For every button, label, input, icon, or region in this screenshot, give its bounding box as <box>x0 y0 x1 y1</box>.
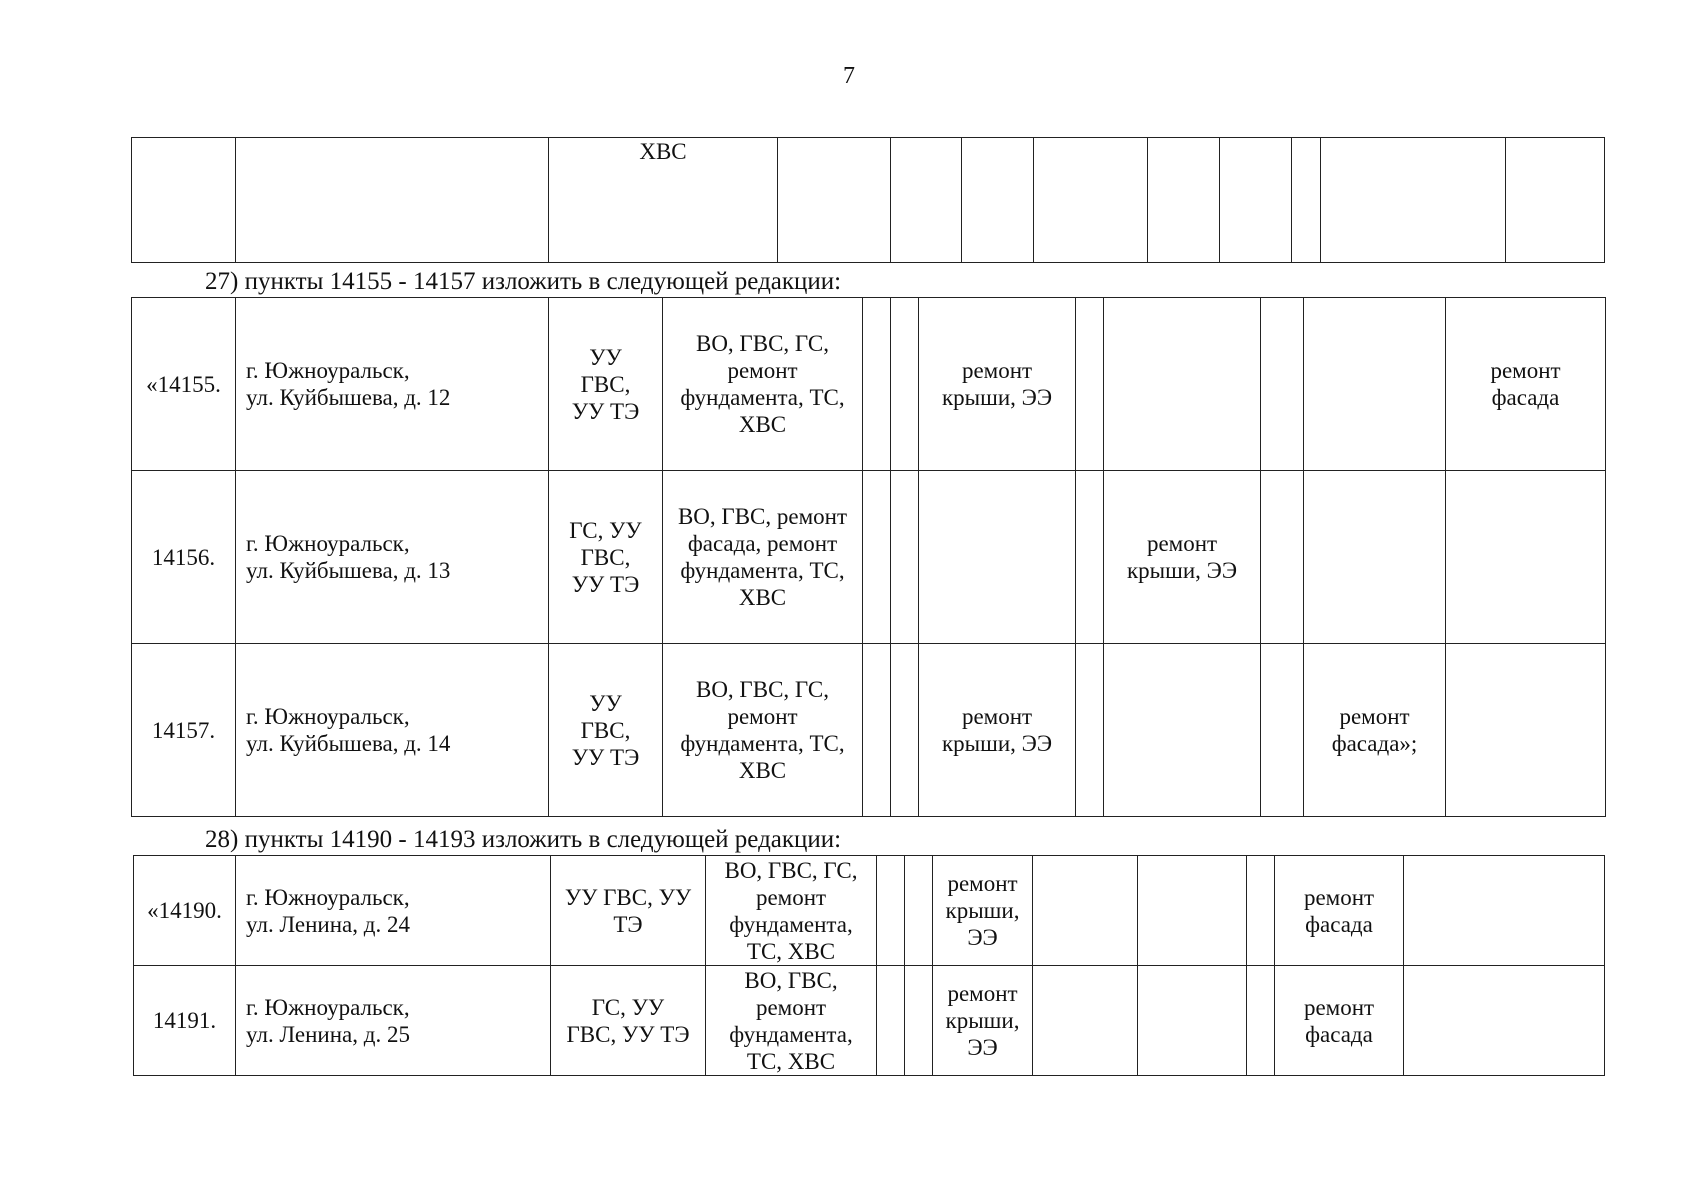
table-cell <box>778 138 891 263</box>
row-number: «14155. <box>132 298 236 471</box>
table-row <box>132 471 1606 644</box>
table-cell <box>132 138 236 263</box>
table-cell: ГС, УУ ГВС, УУ ТЭ <box>549 471 663 644</box>
table-cell <box>1220 138 1292 263</box>
table-cell: ремонт фасада»; <box>1304 644 1446 817</box>
continuation-table <box>131 137 1605 263</box>
table-cell: ХВС <box>549 138 778 263</box>
table-cell <box>1247 966 1275 1076</box>
address-cell: г. Южноуральск, ул. Куйбышева, д. 12 <box>236 298 549 471</box>
table-cell: ремонт крыши, ЭЭ <box>1104 471 1261 644</box>
section-heading: 27) пункты 14155 - 14157 изложить в следующей редакции: <box>205 268 842 295</box>
table-cell <box>905 856 933 966</box>
row-number: 14156. <box>132 471 236 644</box>
table-cell: ВО, ГВС, ГС, ремонт фундамента, ТС, ХВС <box>706 856 877 966</box>
table-cell <box>1076 471 1104 644</box>
table-cell: ремонт фасада <box>1446 298 1606 471</box>
table-cell <box>1404 966 1605 1076</box>
address-cell: г. Южноуральск, ул. Ленина, д. 25 <box>236 966 551 1076</box>
table-cell <box>863 298 891 471</box>
table-cell <box>863 644 891 817</box>
address-cell: г. Южноуральск, ул. Ленина, д. 24 <box>236 856 551 966</box>
table-cell <box>1404 856 1605 966</box>
table-row <box>134 856 1605 966</box>
table-cell <box>1076 644 1104 817</box>
table-cell: ремонт крыши, ЭЭ <box>933 966 1033 1076</box>
table-cell <box>891 138 962 263</box>
table-cell <box>1261 644 1304 817</box>
table-cell: ГС, УУ ГВС, УУ ТЭ <box>551 966 706 1076</box>
table-cell <box>1446 471 1606 644</box>
table-cell <box>1138 856 1247 966</box>
table-cell <box>1321 138 1506 263</box>
section-27-table <box>131 297 1606 817</box>
table-cell <box>236 138 549 263</box>
table-cell: УУ ГВС, УУ ТЭ <box>551 856 706 966</box>
table-cell: ремонт крыши, ЭЭ <box>919 644 1076 817</box>
row-number: 14191. <box>134 966 236 1076</box>
table-cell: ВО, ГВС, ремонт фасада, ремонт фундамента, ТС, ХВС <box>663 471 863 644</box>
table-cell <box>1076 298 1104 471</box>
section-heading: 28) пункты 14190 - 14193 изложить в следующей редакции: <box>205 826 842 853</box>
table-cell <box>877 966 905 1076</box>
table-cell <box>1304 298 1446 471</box>
table-cell <box>891 471 919 644</box>
table-cell: ремонт фасада <box>1275 966 1404 1076</box>
table-cell: УУ ГВС, УУ ТЭ <box>549 644 663 817</box>
table-cell <box>1148 138 1220 263</box>
table-cell <box>919 471 1076 644</box>
table-cell: ВО, ГВС, ГС, ремонт фундамента, ТС, ХВС <box>663 644 863 817</box>
table-cell <box>905 966 933 1076</box>
address-cell: г. Южноуральск, ул. Куйбышева, д. 13 <box>236 471 549 644</box>
table-cell: ремонт крыши, ЭЭ <box>919 298 1076 471</box>
page-number: 7 <box>843 63 855 89</box>
table-cell: УУ ГВС, УУ ТЭ <box>549 298 663 471</box>
table-row <box>132 138 1605 263</box>
table-row <box>134 966 1605 1076</box>
table-cell <box>1033 966 1138 1076</box>
table-cell <box>1247 856 1275 966</box>
row-number: 14157. <box>132 644 236 817</box>
table-cell <box>1292 138 1321 263</box>
table-cell <box>863 471 891 644</box>
table-row <box>132 298 1606 471</box>
table-cell <box>1034 138 1148 263</box>
table-cell <box>1104 298 1261 471</box>
section-28-table <box>133 855 1605 1076</box>
row-number: «14190. <box>134 856 236 966</box>
table-cell <box>1446 644 1606 817</box>
table-cell: ВО, ГВС, ремонт фундамента, ТС, ХВС <box>706 966 877 1076</box>
table-cell <box>1104 644 1261 817</box>
table-cell <box>962 138 1034 263</box>
table-cell <box>1261 471 1304 644</box>
table-cell: ремонт фасада <box>1275 856 1404 966</box>
table-cell <box>1304 471 1446 644</box>
table-cell <box>891 644 919 817</box>
table-cell <box>1033 856 1138 966</box>
table-row <box>132 644 1606 817</box>
table-cell: ВО, ГВС, ГС, ремонт фундамента, ТС, ХВС <box>663 298 863 471</box>
table-cell <box>891 298 919 471</box>
table-cell <box>877 856 905 966</box>
table-cell <box>1506 138 1605 263</box>
table-cell <box>1261 298 1304 471</box>
table-cell: ремонт крыши, ЭЭ <box>933 856 1033 966</box>
table-cell <box>1138 966 1247 1076</box>
address-cell: г. Южноуральск, ул. Куйбышева, д. 14 <box>236 644 549 817</box>
